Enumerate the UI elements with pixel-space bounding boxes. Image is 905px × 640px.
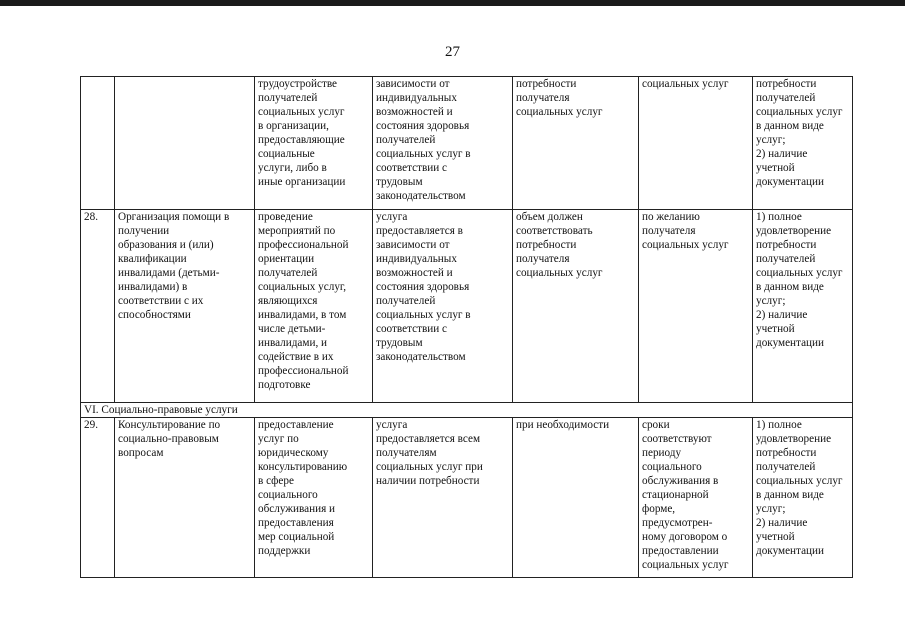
service-terms: социальных услуг bbox=[639, 77, 753, 210]
page-number: 27 bbox=[445, 44, 460, 60]
service-conditions: зависимости от индивидуальных возможностей и состояния здоровья получателей социальных услуг в соответствии с трудовым законодательством bbox=[373, 77, 513, 210]
table-row bbox=[81, 210, 853, 403]
services-table bbox=[80, 76, 853, 578]
service-quality: 1) полное удовлетворение потребности получателей социальных услуг в данном виде услуг; 2) наличие учетной документации bbox=[753, 418, 853, 578]
service-description: предоставление услуг по юридическому консультированию в сфере социального обслуживания и предоставления мер социальной поддержки bbox=[255, 418, 373, 578]
service-volume: объем должен соответствовать потребности получателя социальных услуг bbox=[513, 210, 639, 403]
service-terms: сроки соответствуют периоду социального обслуживания в стационарной форме, предусмотрен- ному договором о предоставлении социальных услуг bbox=[639, 418, 753, 578]
service-name: Организация помощи в получении образования и (или) квалификации инвалидами (детьми- инвалидами) в соответствии с их способностями bbox=[115, 210, 255, 403]
service-quality: потребности получателей социальных услуг в данном виде услуг; 2) наличие учетной документации bbox=[753, 77, 853, 210]
section-header-row bbox=[81, 403, 853, 418]
service-volume: потребности получателя социальных услуг bbox=[513, 77, 639, 210]
service-terms: по желанию получателя социальных услуг bbox=[639, 210, 753, 403]
service-description: проведение мероприятий по профессиональной ориентации получателей социальных услуг, являющихся инвалидами, в том числе детьми- инвалидами, и содействие в их профессиональной подготовке bbox=[255, 210, 373, 403]
service-name bbox=[115, 77, 255, 210]
row-number: 28. bbox=[81, 210, 115, 403]
row-number: 29. bbox=[81, 418, 115, 578]
section-title: VI. Социально-правовые услуги bbox=[81, 403, 853, 418]
service-name: Консультирование по социально-правовым вопросам bbox=[115, 418, 255, 578]
service-conditions: услуга предоставляется всем получателям социальных услуг при наличии потребности bbox=[373, 418, 513, 578]
row-number bbox=[81, 77, 115, 210]
service-conditions: услуга предоставляется в зависимости от индивидуальных возможностей и состояния здоровья получателей социальных услуг в соответствии с трудовым законодательством bbox=[373, 210, 513, 403]
service-quality: 1) полное удовлетворение потребности получателей социальных услуг в данном виде услуг; 2) наличие учетной документации bbox=[753, 210, 853, 403]
service-description: трудоустройстве получателей социальных услуг в организации, предоставляющие социальные услуги, либо в иные организации bbox=[255, 77, 373, 210]
table-row bbox=[81, 77, 853, 210]
service-volume: при необходимости bbox=[513, 418, 639, 578]
page-top-border bbox=[0, 0, 905, 6]
table-row bbox=[81, 418, 853, 578]
